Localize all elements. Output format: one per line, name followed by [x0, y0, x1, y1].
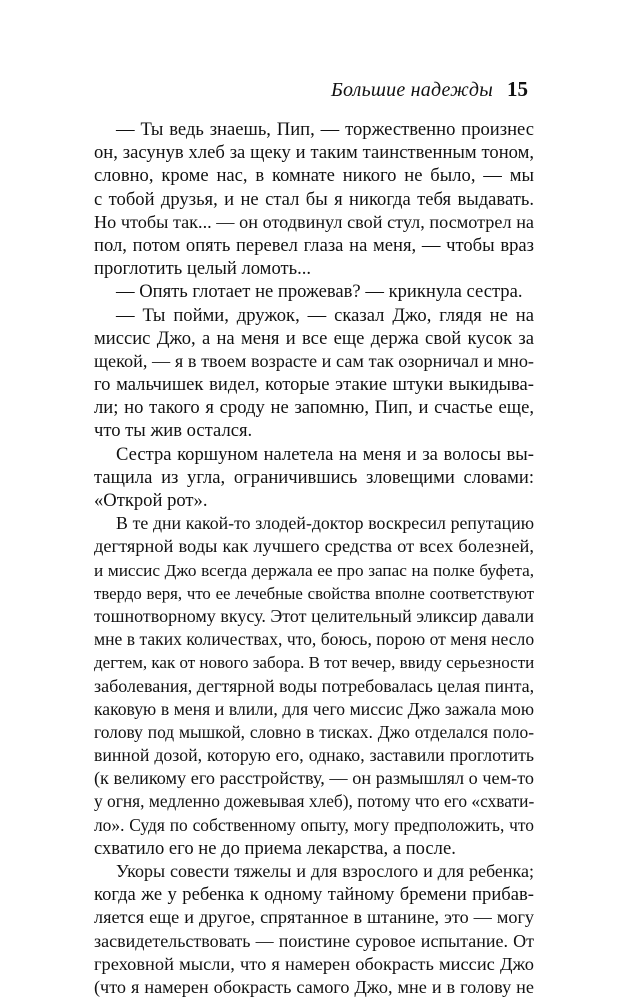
text-line: схватило его не до приема лекарства, а после. — [94, 837, 456, 859]
text-line: пол, потом опять перевел глаза на меня, — чтобы враз — [94, 234, 534, 256]
text-line: ло». Судя по собственному опыту, могу предположить, что — [94, 814, 534, 835]
text-line: — Ты ведь знаешь, Пип, — торжественно произнес — [116, 119, 534, 140]
text-line: ли; но такого я сроду не запомню, Пип, и счастье еще, — [94, 397, 534, 419]
text-line: (к великому его расстройству, — он размышлял о чем-то — [94, 768, 534, 789]
text-line: засвидетельствовать — поистине суровое испытание. От — [94, 930, 534, 951]
text-line: у огня, медленно дожевывая хлеб), потому что его «схвати- — [94, 791, 535, 812]
book-title: Большие надежды — [330, 79, 493, 101]
text-line: словно, кроме нас, в комнате никого не было, — мы — [94, 165, 534, 187]
text-line: заболевания, дегтярной воды потребовалась целая пинта, — [94, 675, 535, 696]
running-header — [331, 76, 528, 105]
text-line: Но чтобы так... — он отодвинул свой стул, посмотрел на — [94, 211, 534, 232]
text-line: миссис Джо, а на меня и все еще держа свой кусок за — [94, 327, 534, 349]
text-line: проглотить целый ломоть... — [94, 258, 312, 280]
text-line: тащила из угла, ограничившись зловещими словами: — [94, 466, 534, 488]
text-line: когда же у ребенка к одному тайному бремени прибав- — [94, 884, 534, 906]
text-line: Сестра коршуном налетела на меня и за волосы вы- — [116, 443, 534, 465]
text-line: твердо веря, что ее лечебные свойства вполне соответствуют — [94, 583, 534, 603]
text-line: дегтем, как от нового забора. В тот вечер, ввиду серьезности — [94, 653, 535, 673]
text-line: что ты жив остался. — [94, 420, 253, 442]
text-line: — Опять глотает не прожевав? — крикнула сестра. — [116, 281, 523, 303]
text-line: щекой, — я в твоем возрасте и сам так озорничал и мно- — [94, 350, 534, 371]
text-line: он, засунув хлеб за щеку и таким таинственным тоном, — [94, 142, 534, 164]
text-line: го мальчишек видел, которые этакие штуки выкидыва- — [94, 374, 534, 396]
text-line: греховной мысли, что я намерен обокрасть миссис Джо — [94, 953, 534, 974]
text-line: В те дни какой-то злодей-доктор воскресил репутацию — [116, 513, 534, 534]
text-line: Укоры совести тяжелы и для взрослого и для ребенка; — [116, 861, 534, 881]
text-line: с тобой друзья, и не стал бы я никогда тебя выдавать. — [94, 188, 534, 210]
text-line: (что я намерен обокрасть самого Джо, мне и в голову не — [94, 976, 534, 997]
text-line: голову под мышкой, словно в тисках. Джо отделался поло- — [94, 721, 534, 742]
text-line: дегтярной воды как лучшего средства от всех болезней, — [94, 536, 534, 557]
text-line: мне в таких количествах, что, боюсь, порою от меня несло — [94, 629, 535, 650]
page-number: 15 — [507, 77, 528, 101]
text-line: винной дозой, которую его, однако, заставили проглотить — [94, 745, 534, 766]
text-line: каковую в меня и влили, для чего миссис Джо зажала мою — [94, 698, 534, 719]
body-text — [94, 118, 534, 999]
text-line: «Открой рот». — [94, 490, 208, 511]
text-line: и миссис Джо всегда держала ее про запас на полке буфета, — [94, 560, 534, 580]
text-line: ляется еще и другое, спрятанное в штанине, это — могу — [94, 907, 534, 928]
text-line: тошнотворному вкусу. Этот целительный эликсир давали — [94, 605, 534, 626]
text-line: — Ты пойми, дружок, — сказал Джо, глядя не на — [116, 304, 534, 326]
